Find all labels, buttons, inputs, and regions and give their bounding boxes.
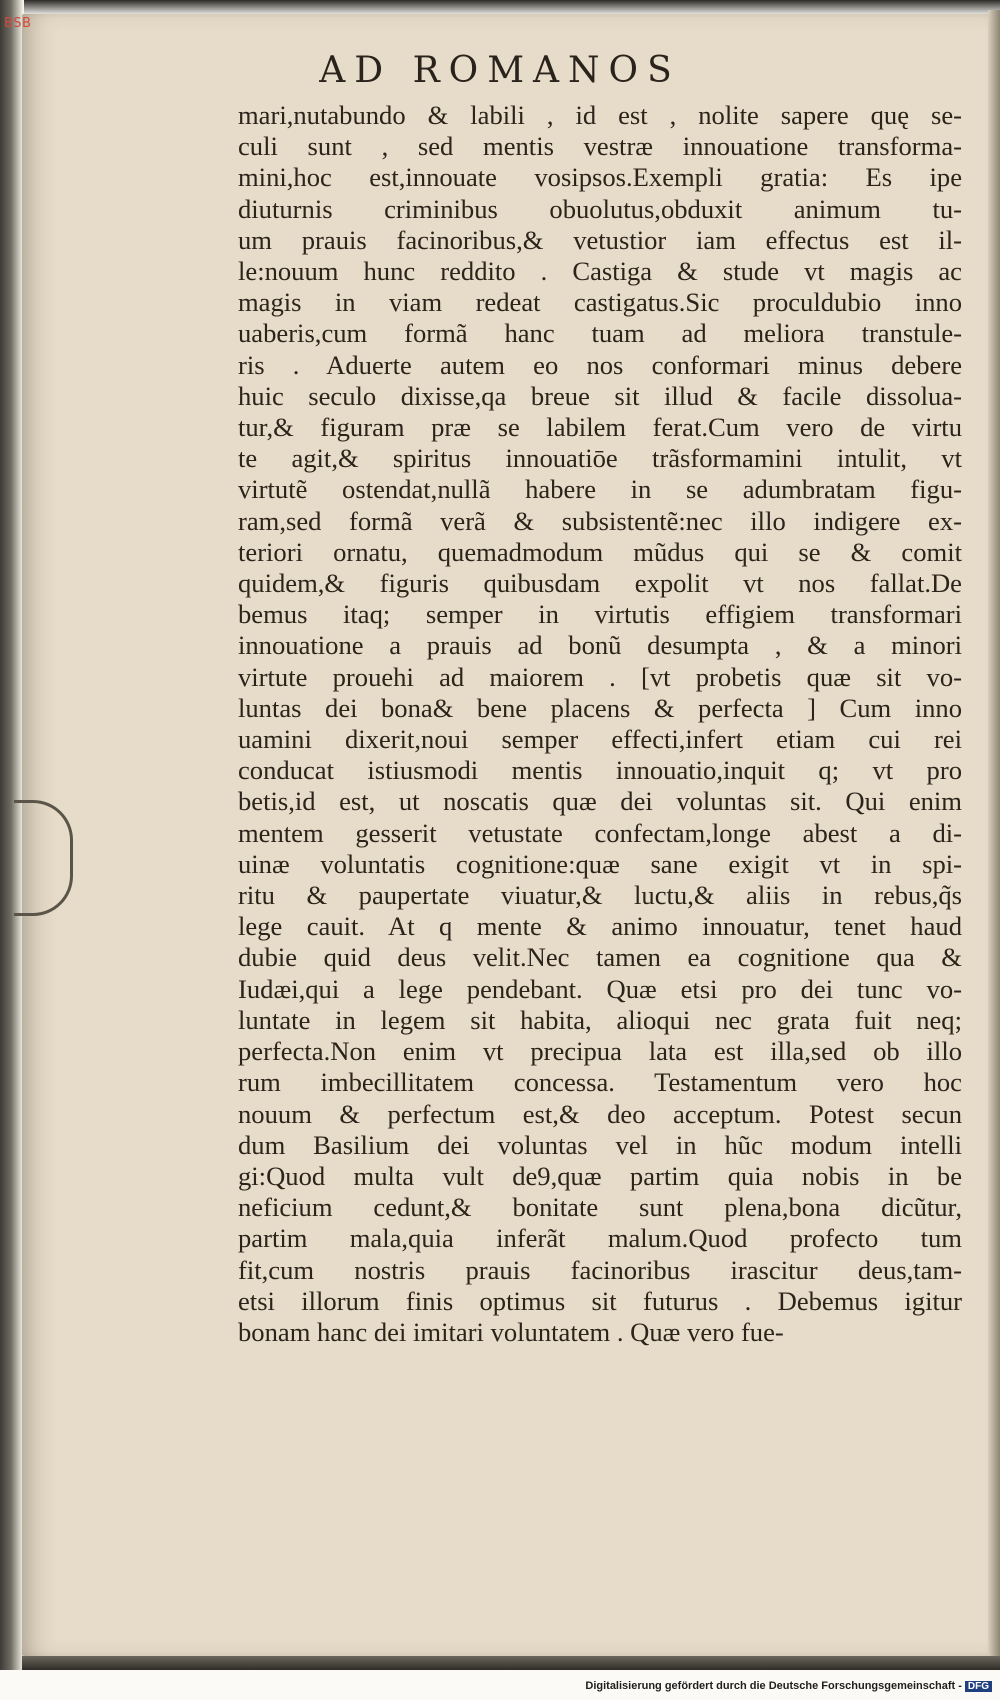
text-line: culi sunt , sed mentis vestræ innouatione transforma- bbox=[238, 131, 962, 162]
text-line: diuturnis criminibus obuolutus,obduxit animum tu- bbox=[238, 193, 962, 224]
text-line: uamini dixerit,noui semper effecti,infert etiam cui rei bbox=[238, 724, 962, 755]
text-line: virtutẽ ostendat,nullã habere in se adumbratam figu- bbox=[238, 474, 962, 505]
page-edge-right bbox=[988, 10, 1000, 1660]
text-line: uinæ voluntatis cognitione:quæ sane exigit vt in spi- bbox=[238, 848, 962, 879]
text-line: gi:Quod multa vult de9,quæ partim quia nobis in be bbox=[238, 1160, 962, 1191]
text-line: tur,& figuram præ se labilem ferat.Cum vero de virtu bbox=[238, 412, 962, 443]
text-line: bemus itaq; semper in virtutis effigiem transformari bbox=[238, 599, 962, 630]
text-line: mini,hoc est,innouate vosipsos.Exempli gratia: Es ipe bbox=[238, 162, 962, 193]
text-line: partim mala,quia inferãt malum.Quod profecto tum bbox=[238, 1223, 962, 1254]
text-line: fit,cum nostris prauis facinoribus irascitur deus,tam- bbox=[238, 1254, 962, 1285]
text-line: uaberis,cum formã hanc tuam ad meliora transtule- bbox=[238, 318, 962, 349]
text-line: magis in viam redeat castigatus.Sic proculdubio inno bbox=[238, 287, 962, 318]
binding-clasp bbox=[14, 800, 73, 916]
running-head: AD ROMANOS bbox=[319, 50, 681, 91]
text-line: etsi illorum finis optimus sit futurus . Debemus igitur bbox=[238, 1285, 962, 1316]
text-line: dubie quid deus velit.Nec tamen ea cognitione qua & bbox=[238, 942, 962, 973]
library-mark: BSB bbox=[4, 16, 32, 31]
text-line: betis,id est, ut noscatis quæ dei voluntas sit. Qui enim bbox=[238, 786, 962, 817]
text-line: virtute prouehi ad maiorem . [vt probetis quæ sit vo- bbox=[238, 661, 962, 692]
text-line: nouum & perfectum est,& deo acceptum. Potest secun bbox=[238, 1098, 962, 1129]
text-line: bonam hanc dei imitari voluntatem . Quæ vero fue- bbox=[238, 1316, 784, 1347]
text-line: dum Basilium dei voluntas vel in hũc modum intelli bbox=[238, 1129, 962, 1160]
text-line: ris . Aduerte autem eo nos conformari minus debere bbox=[238, 349, 962, 380]
text-line: te agit,& spiritus innouatiōe trãsformamini intulit, vt bbox=[238, 443, 962, 474]
text-line: luntas dei bona& bene placens & perfecta ] Cum inno bbox=[238, 692, 962, 723]
text-line: innouatione a prauis ad bonũ desumpta , & a minori bbox=[238, 630, 962, 661]
text-line: ritu & paupertate viuatur,& luctu,& aliis in rebus,q̃s bbox=[238, 880, 962, 911]
text-line: perfecta.Non enim vt precipua lata est illa,sed ob illo bbox=[238, 1036, 962, 1067]
footer-text: Digitalisierung gefördert durch die Deutsche Forschungsgemeinschaft - bbox=[585, 1680, 962, 1692]
text-line: neficium cedunt,& bonitate sunt plena,bona dicũtur, bbox=[238, 1192, 962, 1223]
text-line: ram,sed formã verã & subsistentẽ:nec illo indigere ex- bbox=[238, 505, 962, 536]
text-line: teriori ornatu, quemadmodum mũdus qui se & comit bbox=[238, 536, 962, 567]
text-block bbox=[238, 100, 962, 1348]
text-line: rum imbecillitatem concessa. Testamentum vero hoc bbox=[238, 1067, 962, 1098]
dfg-logo: DFG bbox=[965, 1681, 992, 1692]
text-line: Iudæi,qui a lege pendebant. Quæ etsi pro dei tunc vo- bbox=[238, 973, 962, 1004]
text-line: huic seculo dixisse,qa breue sit illud & facile dissolua- bbox=[238, 380, 962, 411]
text-line: mari,nutabundo & labili , id est , nolite sapere quę se- bbox=[238, 100, 962, 130]
text-line: lege cauit. At q mente & animo innouatur, tenet haud bbox=[238, 911, 962, 942]
text-line: luntate in legem sit habita, alioqui nec grata fuit neq; bbox=[238, 1004, 962, 1035]
text-line: quidem,& figuris quibusdam expolit vt nos fallat.De bbox=[238, 568, 962, 599]
digitization-footer bbox=[585, 1680, 992, 1692]
text-line: mentem gesserit vetustate confectam,longe abest a di- bbox=[238, 817, 962, 848]
text-line: conducat istiusmodi mentis innouatio,inquit q; vt pro bbox=[238, 755, 962, 786]
text-line: le:nouum hunc reddito . Castiga & stude vt magis ac bbox=[238, 256, 962, 287]
text-line: um prauis facinoribus,& vetustior iam effectus est il- bbox=[238, 224, 962, 255]
page-edge-bottom bbox=[22, 1656, 1000, 1670]
